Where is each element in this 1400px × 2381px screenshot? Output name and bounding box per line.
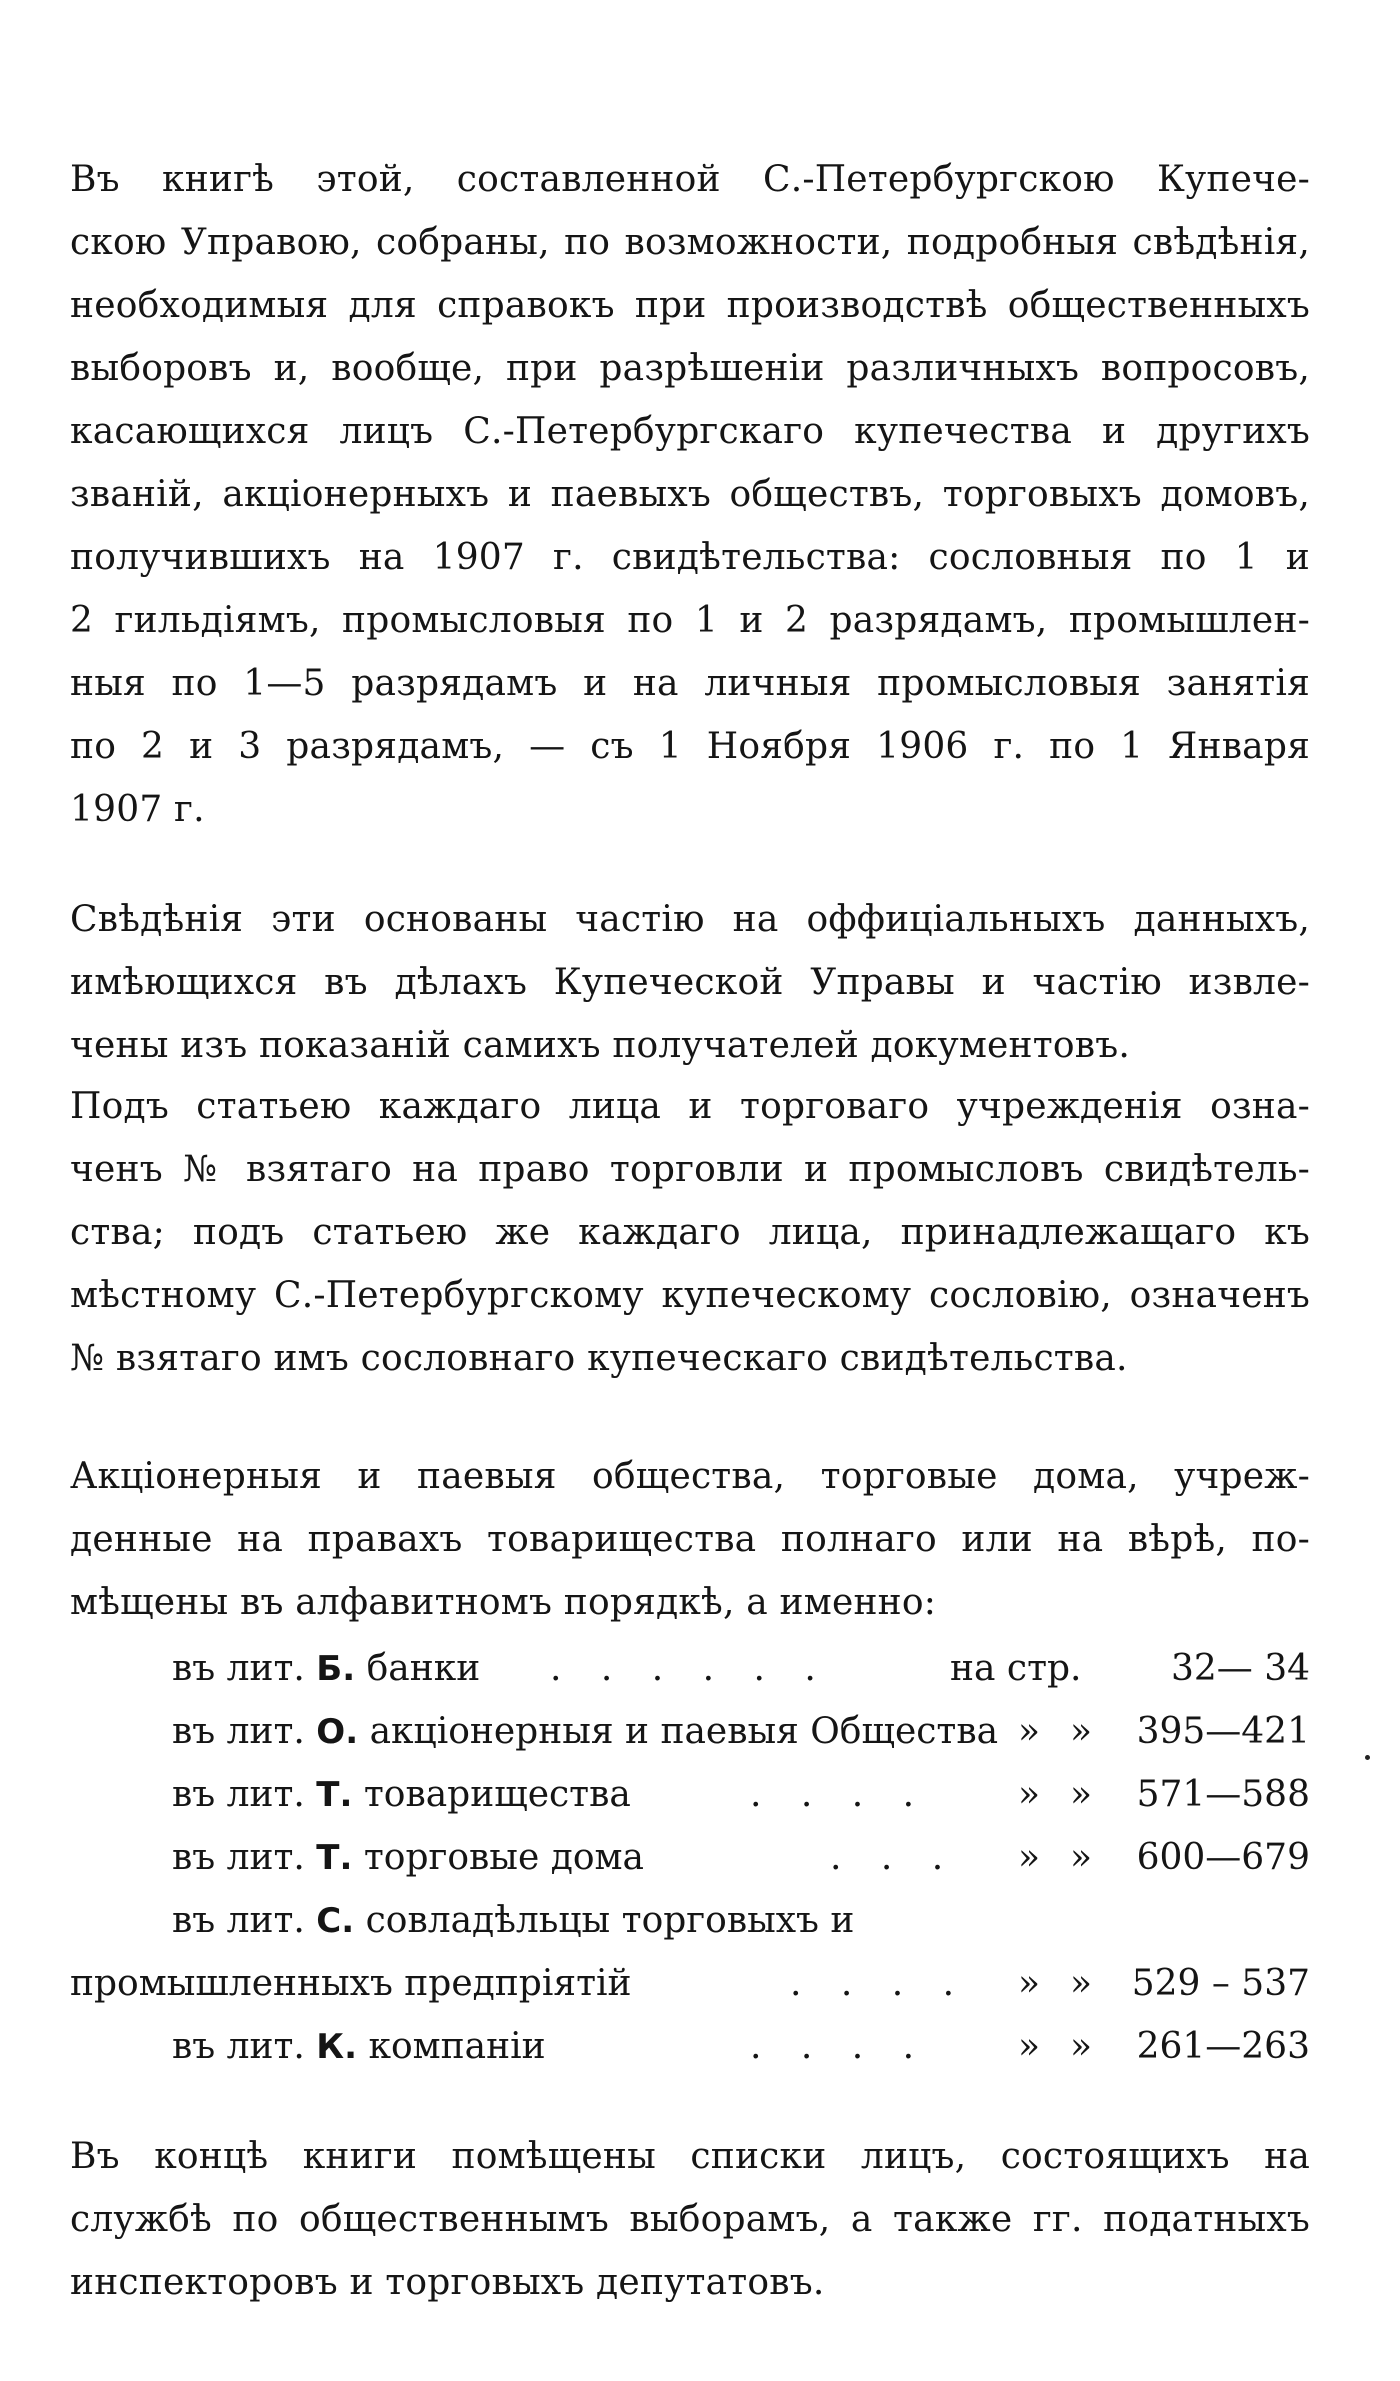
text-line: имѣющихся въ дѣлахъ Купеческой Управы и частію извле- — [70, 962, 1310, 1003]
index-entry — [172, 1637, 480, 1701]
index-name: торговые дома — [363, 1837, 645, 1878]
index-entry — [172, 1763, 631, 1827]
index-leader-dots: . . . . — [750, 2026, 929, 2067]
text-line: Акціонерныя и паевыя общества, торговые дома, учреж- — [70, 1456, 1310, 1497]
text-line: службѣ по общественнымъ выборамъ, а также гг. податныхъ — [70, 2199, 1310, 2240]
index-row — [70, 1952, 1310, 2015]
text-line: ства; подъ статьею же каждаго лица, принадлежащаго къ — [70, 1212, 1310, 1253]
index-name: компаніи — [368, 2026, 546, 2067]
text-line: 2 гильдіямъ, промысловыя по 1 и 2 разрядамъ, промышлен- — [70, 600, 1310, 641]
index-row — [70, 1889, 1310, 1952]
index-entry — [172, 1700, 998, 1764]
text-line: чены изъ показаній самихъ получателей документовъ. — [70, 1025, 1130, 1066]
index-row — [70, 1700, 1310, 1763]
text-line: необходимыя для справокъ при производствѣ общественныхъ — [70, 285, 1310, 326]
certificate-paragraph — [70, 1075, 1310, 1390]
index-ditto-mark: » — [1018, 1837, 1041, 1878]
text-line: выборовъ и, вообще, при разрѣшеніи различныхъ вопросовъ, — [70, 348, 1310, 389]
text-line: Подъ статьею каждаго лица и торговаго учрежденія озна- — [70, 1086, 1310, 1127]
text-line: касающихся лицъ С.-Петербургскаго купечества и другихъ — [70, 411, 1310, 452]
index-prefix: въ лит. — [172, 1837, 305, 1878]
index-name: совладѣльцы торговыхъ и — [365, 1900, 855, 1941]
text-line: денные на правахъ товарищества полнаго или на вѣрѣ, по- — [70, 1519, 1310, 1560]
index-row — [70, 1826, 1310, 1889]
index-letter: С. — [316, 1901, 355, 1941]
text-line: по 2 и 3 разрядамъ, — съ 1 Ноября 1906 г. по 1 Января — [70, 726, 1310, 767]
index-entry — [172, 1889, 854, 1953]
index-ditto-mark: » — [1018, 1963, 1041, 2004]
index-row — [70, 1763, 1310, 1826]
index-letter: Т. — [316, 1838, 353, 1878]
index-ditto-mark: » — [1018, 1774, 1041, 1815]
index-page-range: 571—588 — [1136, 1774, 1310, 1815]
index-row — [70, 1637, 1310, 1700]
index-prefix: въ лит. — [172, 1774, 305, 1815]
index-page-range: 32— 34 — [1170, 1648, 1310, 1689]
index-name: акціонерныя и паевыя Общества — [369, 1711, 999, 1752]
index-ditto-mark: » — [1070, 1711, 1093, 1752]
index-ditto-mark: » — [1070, 1963, 1093, 2004]
index-ditto-mark: » — [1018, 1711, 1041, 1752]
index-letter: О. — [316, 1712, 359, 1752]
index-page-range: 395—421 — [1136, 1711, 1310, 1752]
index-name: банки — [366, 1648, 481, 1689]
text-line: получившихъ на 1907 г. свидѣтельства: сословныя по 1 и — [70, 537, 1310, 578]
index-ditto-mark: » — [1018, 2026, 1041, 2067]
companies-paragraph — [70, 1445, 1310, 1634]
sources-paragraph — [70, 888, 1310, 1077]
index-ditto-mark: » — [1070, 1774, 1093, 1815]
index-entry — [172, 2015, 546, 2079]
index-leader-dots: . . . . — [750, 1774, 929, 1815]
text-line: № взятаго имъ сословнаго купеческаго свидѣтельства. — [70, 1338, 1128, 1379]
text-line: мѣстному С.-Петербургскому купеческому сословію, означенъ — [70, 1275, 1310, 1316]
index-entry — [172, 1826, 644, 1890]
text-line: Въ концѣ книги помѣщены списки лицъ, состоящихъ на — [70, 2136, 1310, 2177]
index-letter: Т. — [316, 1775, 353, 1815]
index-page-range: 600—679 — [1136, 1837, 1310, 1878]
index-leader-dots: . . . — [830, 1837, 958, 1878]
text-line: Въ книгѣ этой, составленной С.-Петербургскою Купече- — [70, 159, 1310, 200]
index-ditto-mark: » — [1070, 1837, 1093, 1878]
text-line: ченъ № взятаго на право торговли и промысловъ свидѣтель- — [70, 1149, 1310, 1190]
index-prefix: въ лит. — [172, 2026, 305, 2067]
index-prefix: въ лит. — [172, 1711, 305, 1752]
index-prefix: въ лит. — [172, 1900, 305, 1941]
intro-paragraph — [70, 148, 1310, 841]
text-line: званій, акціонерныхъ и паевыхъ обществъ, торговыхъ домовъ, — [70, 474, 1310, 515]
index-leader-dots: . . . . . . — [550, 1648, 830, 1689]
text-line: 1907 г. — [70, 789, 205, 830]
index-row — [70, 2015, 1310, 2078]
text-line: скою Управою, собраны, по возможности, подробныя свѣдѣнія, — [70, 222, 1310, 263]
index-letter: К. — [316, 2027, 358, 2067]
text-line: инспекторовъ и торговыхъ депутатовъ. — [70, 2262, 825, 2303]
index-letter: Б. — [316, 1649, 356, 1689]
text-line: Свѣдѣнія эти основаны частію на оффиціальныхъ данныхъ, — [70, 899, 1310, 940]
index-prefix: въ лит. — [172, 1648, 305, 1689]
index-ditto-mark: » — [1070, 2026, 1093, 2067]
index-page-label: на стр. — [950, 1648, 1082, 1689]
index-page-range: 261—263 — [1136, 2026, 1310, 2067]
text-line: мѣщены въ алфавитномъ порядкѣ, а именно: — [70, 1582, 937, 1623]
closing-paragraph — [70, 2125, 1310, 2314]
index-leader-dots: . . . . — [790, 1963, 969, 2004]
index-name: промышленныхъ предпріятій — [70, 1963, 632, 2004]
text-line: ныя по 1—5 разрядамъ и на личныя промысловыя занятія — [70, 663, 1310, 704]
index-page-range: 529 – 537 — [1131, 1963, 1310, 2004]
print-speck — [1365, 1755, 1370, 1760]
index-name: товарищества — [363, 1774, 631, 1815]
alphabetical-index — [70, 1637, 1310, 2078]
